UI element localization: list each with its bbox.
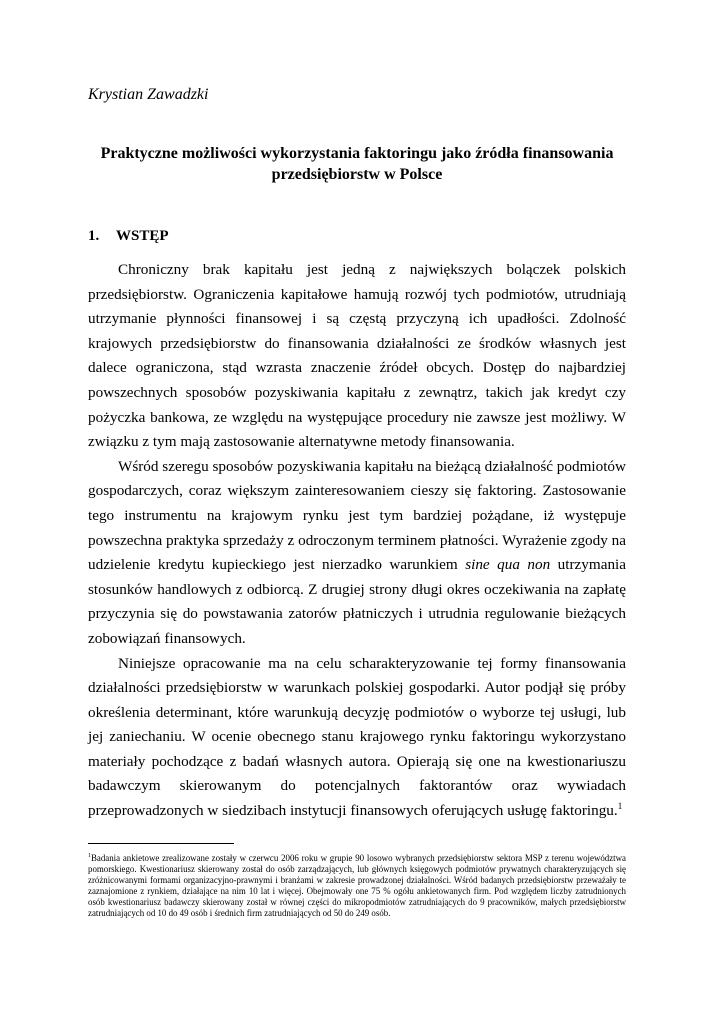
section-number: 1. (88, 228, 100, 244)
footnote (88, 853, 626, 919)
paragraph-2-text-end: utrzymania stosunków handlowych z odbiorcą. Z drugiej strony długi okres oczekiwania na zapłatę przyczynia się do powstawania zatorów płatniczych i utrudnia regulowanie bieżących zobowiązań finansowych. (88, 556, 626, 647)
author-name: Krystian Zawadzki (88, 86, 209, 103)
section-title: WSTĘP (116, 228, 169, 244)
latin-phrase: sine qua non (465, 556, 551, 574)
paragraph-2 (88, 455, 626, 652)
paragraph-1: Chroniczny brak kapitału jest jedną z największych bolączek polskich przedsiębiorstw. Ograniczenia kapitałowe hamują rozwój tych podmiotów, utrudniają utrzymanie płynności finansowej i są częstą przyczyną ich upadłości. Zdolność krajowych przedsiębiorstw do finansowania działalności ze środków własnych jest dalece ograniczona, stąd wzrasta znaczenie źródeł obcych. Dostęp do najbardziej powszechnych sposobów pozyskiwania kapitału z zewnątrz, takich jak kredyt czy pożyczka bankowa, ze względu na występujące procedury nie zawsze jest możliwy. W związku z tym mają zastosowanie alternatywne metody finansowania. (88, 261, 626, 451)
section-heading (88, 228, 169, 245)
footnote-text: Badania ankietowe zrealizowane zostały w czerwcu 2006 roku w grupie 90 losowo wybranych przedsiębiorstw sektora MSP z terenu województwa pomorskiego. Kwestionariusz skierowany został do osób zarządzających, lub głównych księgowych podmiotów prywatnych charakteryzujących się zróżnicowanymi formami organizacyjno-prawnymi i branżami w zakresie prowadzonej działalności. Wśród badanych przedsiębiorstw przeważały te zaznajomione z rynkiem, działające na nim 10 lat i więcej. Obejmowały one 75 % ogółu ankietowanych firm. Pod względem liczby zatrudnionych osób kwestionariusz badawczy skierowany został w równej części do mikropodmiotów zatrudniających do 9 pracowników, małych przedsiębiorstw zatrudniających od 10 do 49 osób i średnich firm zatrudniających od 50 do 249 osób. (88, 853, 626, 918)
paragraph-3-text: Niniejsze opracowanie ma na celu scharakteryzowanie tej formy finansowania działalności przedsiębiorstw w warunkach polskiej gospodarki. Autor podjął się próby określenia determinant, które warunkują decyzję podmiotów o wyborze tej usługi, lub jej zaniechaniu. W ocenie obecnego stanu krajowego rynku faktoringu wykorzystano materiały pochodzące z badań własnych autora. Opierają się one na kwestionariuszu badawczym skierowanym do potencjalnych faktorantów oraz wywiadach przeprowadzonych w siedzibach instytucji finansowych oferujących usługę faktoringu. (88, 654, 626, 820)
paragraph-2-text-start: Wśród szeregu sposobów pozyskiwania kapitału na bieżącą działalność podmiotów gospodarczych, coraz większym zainteresowaniem cieszy się faktoring. Zastosowanie tego instrumentu na krajowym rynku jest tym bardziej pożądane, iż występuje powszechna praktyka sprzedaży z odroczonym terminem płatności. Wyrażenie zgody na udzielenie kredytu kupieckiego jest nierzadko warunkiem (88, 457, 626, 574)
footnote-mark: 1 (88, 853, 91, 860)
footnote-reference[interactable]: 1 (617, 801, 623, 811)
body-text (88, 258, 626, 824)
paper-title: Praktyczne możliwości wykorzystania faktoringu jako źródła finansowania przedsiębiorstw w Polsce (100, 145, 614, 183)
footnote-separator (88, 843, 234, 844)
paragraph-3 (88, 652, 626, 824)
